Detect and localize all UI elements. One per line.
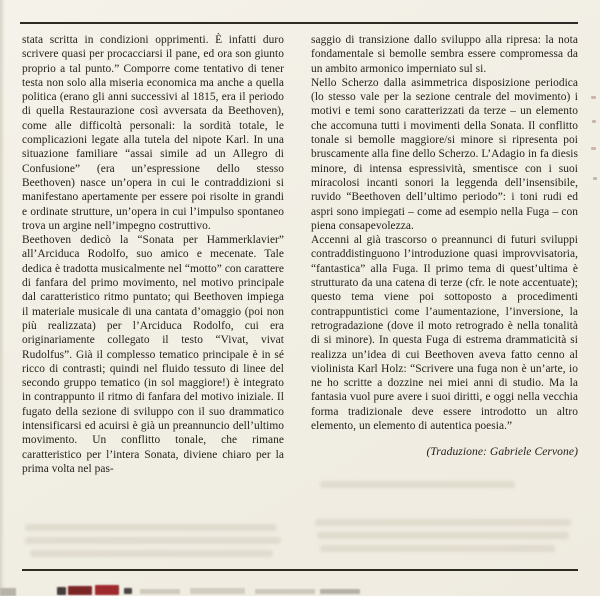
translation-credit: (Traduzione: Gabriele Cervone) [426,445,578,459]
smudge [190,588,245,594]
text-body [22,33,578,476]
ink-blob [124,588,132,594]
bottom-rule [22,569,578,571]
show-through-line [25,524,277,531]
show-through-line [320,481,515,488]
show-through-line [317,532,569,539]
top-rule [20,22,578,24]
paragraph-scherzo-adagio: Nello Scherzo dalla asimmetrica disposizione periodica (lo stesso vale per la sezione centrale del movimento) i motivi e temi sono caratterizzati da terze – un elemento che accomuna tutti i movimenti della Sonata. Il conflitto tonale si bemolle maggiore/si minore si ripresenta poi bruscamente alla fine dello Scherzo. L’Adagio in fa diesis minore, di intensa espressività, smentisce con i suoi miracolosi incanti sonori la leggenda dell’insensibile, ruvido “Beethoven dell’ultimo periodo”: i toni rudi ed aspri sono impiegati – come ad esempio nella Fuga – con piena consapevolezza. [311,76,578,232]
red-mark [95,585,119,595]
show-through-line [30,550,273,557]
text-column-right [311,33,578,476]
paragraph-fuga: Accenni al già trascorso o preannunci di futuri sviluppi contraddistinguono l’introduzione quasi improvvisatoria, “fantastica” alla Fuga. Il primo tema di quest’ultima è strutturato da una catena di terze (cfr. le note accentuate); questo tema viene poi sottoposto a procedimenti contrappuntistici come l’aumentazione, l’inversione, la retrogradazione (dove il moto retrogrado è nella tonalità di si minore). In questa Fuga di estrema drammaticità si realizza un’idea di cui Beethoven aveva fatto cenno al violinista Karl Holz: “Scrivere una fuga non è un’arte, io ne ho scritte a dozzine nei miei anni di studio. Ma la fantasia vuol pure avere i suoi diritti, e oggi nella vecchia forma tradizionale deve essere introdotto un altro elemento, un elemento di autentica poesia.” [311,234,578,433]
show-through-line [315,519,571,526]
gray-corner-mark [0,588,16,596]
edge-speck [591,96,596,99]
smudge [140,589,180,594]
page-left-edge [0,0,5,596]
red-mark [68,586,92,595]
edge-speck [591,147,596,150]
edge-speck [592,120,596,123]
paragraph-dedication: Beethoven dedicò la “Sonata per Hammerklavier” all’Arciduca Rodolfo, suo amico e mecenate. Tale dedica è tradotta musicalmente nel “motto” con carattere di fanfara del primo movimento, nel motivo principale dal caratteristico ritmo puntato; qui Beethoven impiega il materiale musicale di una cantata d’omaggio (poi non più realizzata) per l’Arciduca Rodolfo, cui era originariamente collegato il testo “Vivat, vivat Rudolfus”. Già il complesso tematico principale è in sé ricco di contrasti; quindi nel fluido tessuto di linee del secondo gruppo tematico (in sol maggiore!) è integrato in contrappunto il ritmo di fanfara del motivo iniziale. Il fugato della sezione di sviluppo con il suo drammatico intensificarsi ed acuirsi è già un preannuncio dell’ultimo movimento. Un conflitto tonale, che rimane caratteristico per l’intera Sonata, diviene chiaro per la prima volta nel pas- [22,234,284,475]
paragraph-transition: saggio di transizione dallo sviluppo alla ripresa: la nota fondamentale si bemolle sembra essere compromessa da un ambito armonico imperniato sul si. [311,34,578,75]
edge-speck [593,177,597,180]
show-through-line [320,545,555,552]
ink-blob [57,587,66,595]
smudge [255,589,315,594]
text-column-left [22,33,284,476]
show-through-line [25,537,281,544]
paragraph-continuation: stata scritta in condizioni opprimenti. È infatti duro scrivere quasi per procacciarsi il pane, ed ora son giunto proprio a tal punto.” Comporre come tentativo di tener testa non solo alla miseria economica ma anche a quella politica (erano gli anni successivi al 1815, era il periodo di quella Restaurazione così avversata da Beethoven), come alle difficoltà personali: la sordità totale, le complicazioni legate alla tutela del nipote Karl. In una situazione familiare “assai simile ad un Allegro di Confusione” (era un’espressione dello stesso Beethoven) nasce un’opera in cui le contraddizioni si manifestano apertamente per essere poi risolte in grandi e ordinate strutture, un’opera in cui l’impulso spontaneo trova un argine nell’impegno costruttivo. [22,34,284,232]
smudge [320,589,360,594]
